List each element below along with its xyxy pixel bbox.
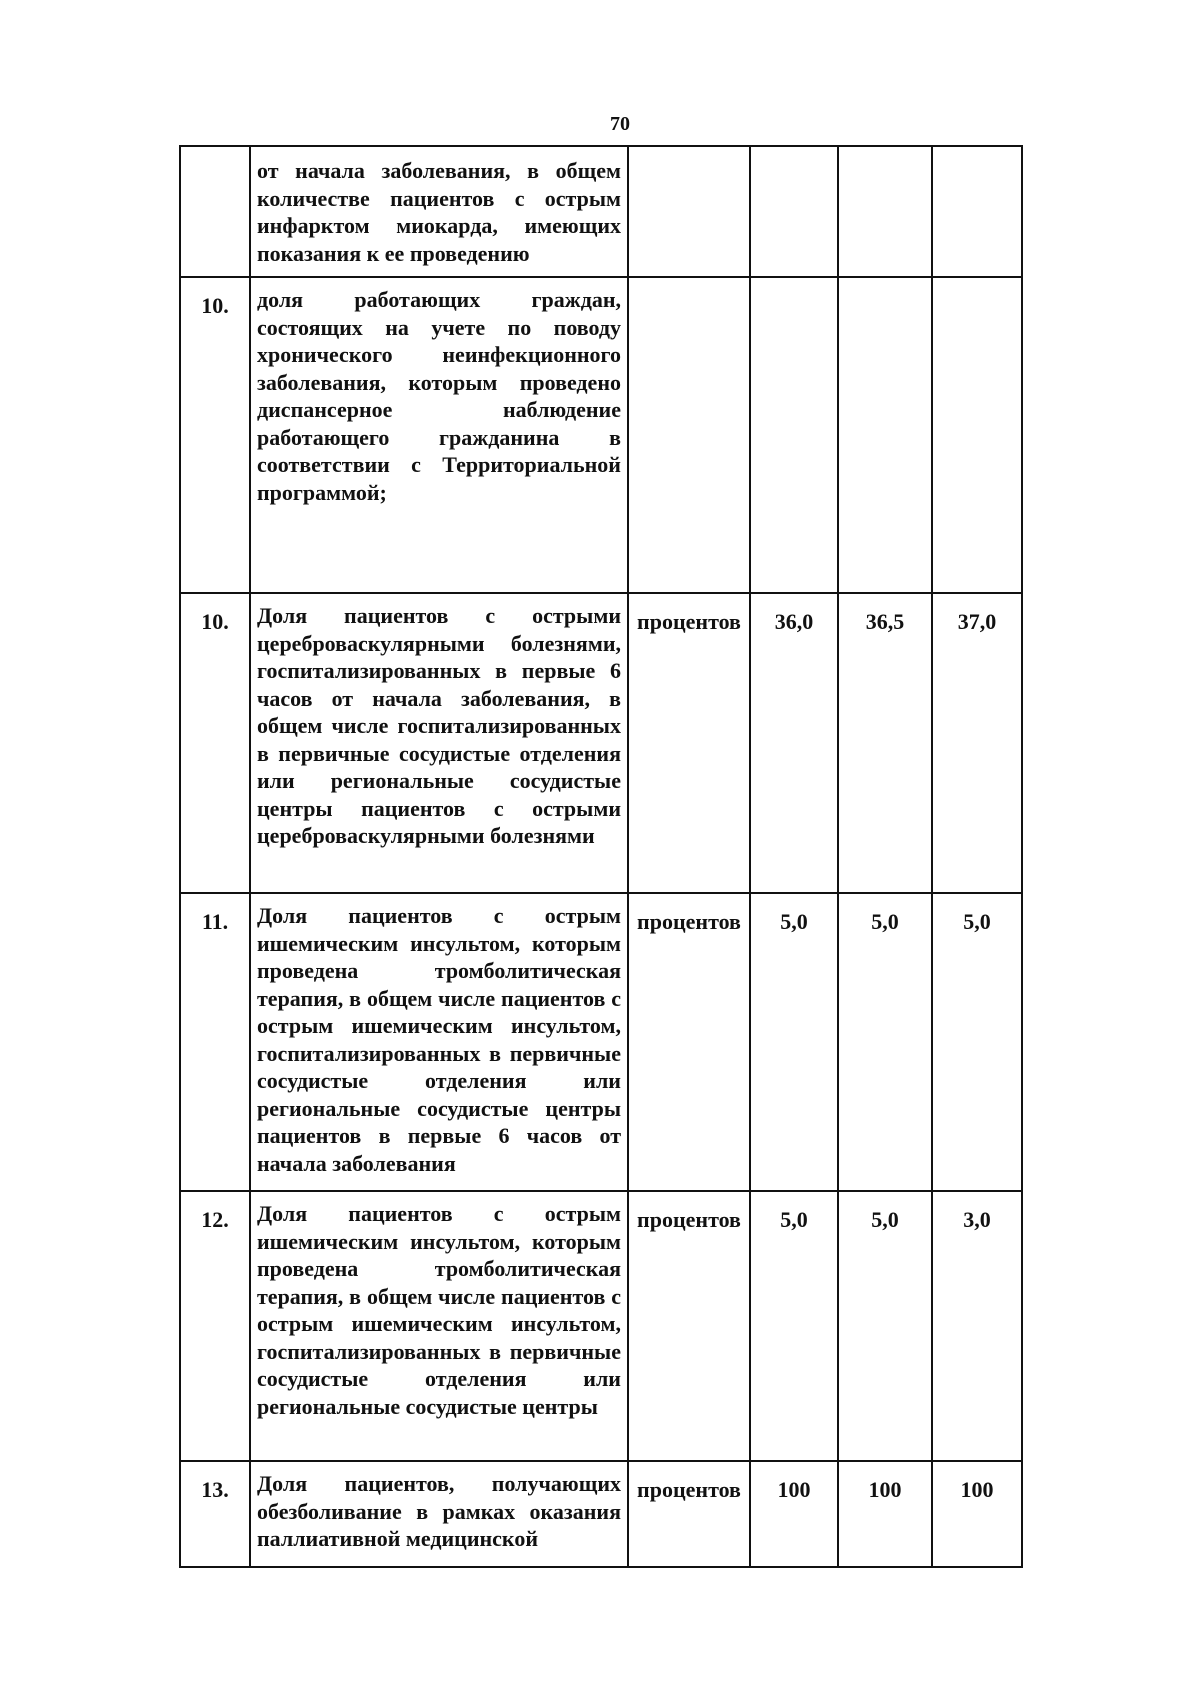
- row-unit: [628, 277, 750, 593]
- row-value-2: 5,0: [838, 893, 932, 1191]
- row-description: Доля пациентов с острыми цереброваскулярными болезнями, госпитализированных в первые 6 часов от начала заболевания, в общем числе госпитализированных в первичные сосудистые отделения или региональные сосудистые центры пациентов с острыми цереброваскулярными болезнями: [250, 593, 628, 893]
- row-number: 10.: [180, 593, 250, 893]
- row-value-2: 100: [838, 1461, 932, 1567]
- row-value-1: [750, 277, 838, 593]
- table-row: [180, 1461, 1022, 1567]
- row-value-2: 36,5: [838, 593, 932, 893]
- row-number: 11.: [180, 893, 250, 1191]
- row-value-3: 100: [932, 1461, 1022, 1567]
- page-number: 70: [610, 113, 630, 135]
- row-value-2: [838, 146, 932, 277]
- row-value-2: [838, 277, 932, 593]
- row-value-2: 5,0: [838, 1191, 932, 1461]
- row-value-1: 5,0: [750, 1191, 838, 1461]
- row-number: 10.: [180, 277, 250, 593]
- table-row: [180, 893, 1022, 1191]
- row-value-1: 5,0: [750, 893, 838, 1191]
- row-value-1: 100: [750, 1461, 838, 1567]
- row-number: [180, 146, 250, 277]
- row-number: 13.: [180, 1461, 250, 1567]
- row-unit: [628, 146, 750, 277]
- row-unit: процентов: [628, 1191, 750, 1461]
- row-unit: процентов: [628, 593, 750, 893]
- row-value-1: [750, 146, 838, 277]
- row-unit: процентов: [628, 893, 750, 1191]
- row-description: Доля пациентов, получающих обезболивание в рамках оказания паллиативной медицинской: [250, 1461, 628, 1567]
- row-value-3: 37,0: [932, 593, 1022, 893]
- row-value-3: [932, 146, 1022, 277]
- table-row: [180, 593, 1022, 893]
- table-row: [180, 277, 1022, 593]
- row-value-1: 36,0: [750, 593, 838, 893]
- row-description: доля работающих граждан, состоящих на учете по поводу хронического неинфекционного заболевания, которым проведено диспансерное наблюдение работающего гражданина в соответствии с Территориальной программой;: [250, 277, 628, 593]
- row-description: Доля пациентов с острым ишемическим инсультом, которым проведена тромболитическая терапия, в общем числе пациентов с острым ишемическим инсультом, госпитализированных в первичные сосудистые отделения или региональные сосудистые центры: [250, 1191, 628, 1461]
- table-row: [180, 1191, 1022, 1461]
- row-number: 12.: [180, 1191, 250, 1461]
- row-description: от начала заболевания, в общем количестве пациентов с острым инфарктом миокарда, имеющих показания к ее проведению: [250, 146, 628, 277]
- indicators-table: [179, 145, 1023, 1568]
- row-value-3: [932, 277, 1022, 593]
- table-row: [180, 146, 1022, 277]
- row-unit: процентов: [628, 1461, 750, 1567]
- row-value-3: 3,0: [932, 1191, 1022, 1461]
- row-value-3: 5,0: [932, 893, 1022, 1191]
- row-description: Доля пациентов с острым ишемическим инсультом, которым проведена тромболитическая терапия, в общем числе пациентов с острым ишемическим инсультом, госпитализированных в первичные сосудистые отделения или региональные сосудистые центры пациентов в первые 6 часов от начала заболевания: [250, 893, 628, 1191]
